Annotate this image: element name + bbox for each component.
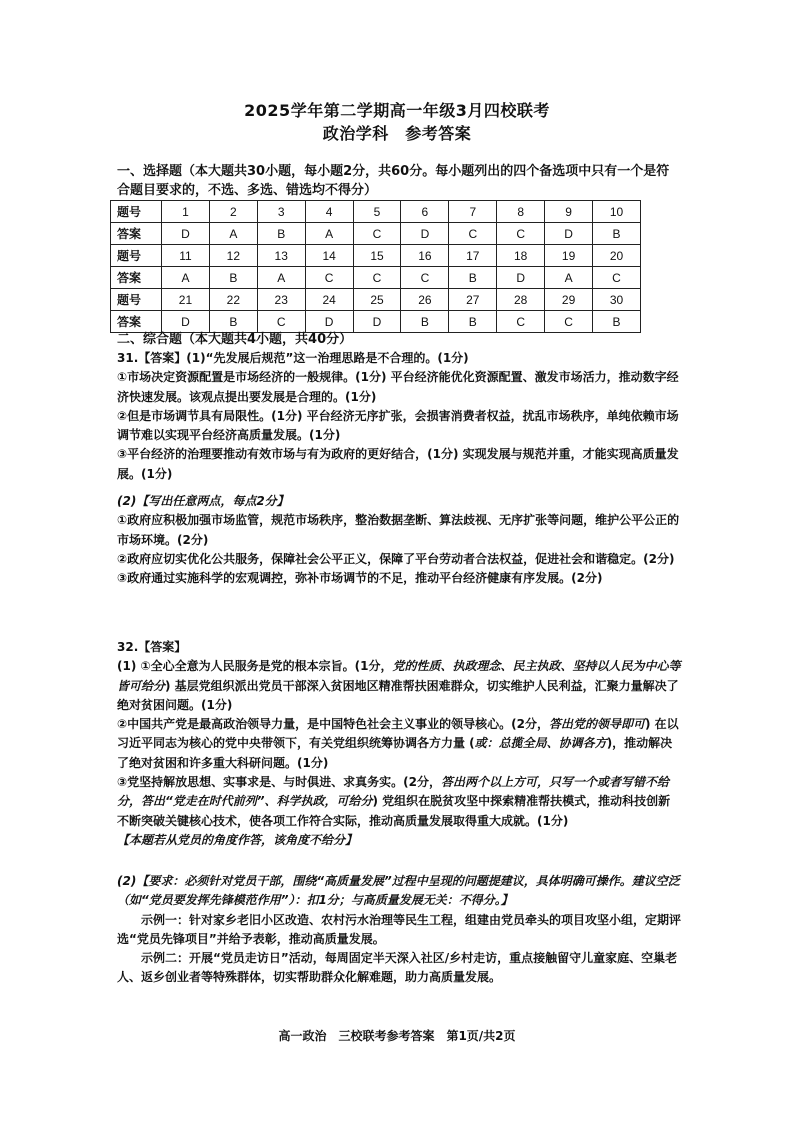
answer-table [110,200,641,333]
q32-p2-note: 答出党的领导即可 [549,717,646,732]
answer-cell: C [353,223,401,245]
answer-cell: C [449,223,497,245]
answer-cell: C [305,267,353,289]
question-number-cell: 10 [593,201,641,223]
q31-part2-point-3: ③政府通过实施科学的宏观调控，弥补市场调节的不足，推动平台经济健康有序发展。(2分) [117,571,603,586]
question-number-cell: 8 [497,201,545,223]
question-number-cell: 2 [209,201,257,223]
q32-p3-text-c: ) 党组织在脱贫攻坚中探索精准帮扶模式，推动科技创新不断突破关键核心技术，使各项工作符合实际，推动高质量发展取得重大成就。(1分) [117,794,671,828]
page-footer: 高一政治 三校联考参考答案 第1页/共2页 [278,1029,516,1043]
answer-cell: D [545,223,593,245]
q32-block [117,638,682,850]
question-number-cell: 24 [305,289,353,311]
q31-block [117,349,682,484]
row-label-answer: 答案 [111,223,162,245]
question-number-cell: 23 [257,289,305,311]
answer-row [111,267,641,289]
q32-p1-text-a: (1) ①全心全意为人民服务是党的根本宗旨。(1分， [117,659,393,674]
q32-p2-note-2: 或：总揽全局、协调各方 [474,736,607,751]
answer-cell: A [209,223,257,245]
answer-cell: C [593,267,641,289]
q32-p2-text-e: )，推动解决了绝对贫困和许多重大科研问题。(1分) [117,736,673,770]
q32-p3-note: 答出两个以上方可，只写一个或者写错不给分，答出“党走在时代前列”、科学执政，可给分 [117,775,670,809]
question-number-cell: 25 [353,289,401,311]
answer-row [111,223,641,245]
question-number-cell: 28 [497,289,545,311]
answer-cell: A [257,267,305,289]
question-number-cell: 11 [162,245,210,267]
q32-p1-text-c: ) 基层党组织派出党员干部深入贫困地区精准帮扶困难群众，切实维护人民利益，汇聚力量解决了绝对贫困问题。(1分) [117,678,679,712]
question-number-cell: 6 [401,201,449,223]
question-number-cell: 18 [497,245,545,267]
question-number-cell: 21 [162,289,210,311]
question-number-row [111,245,641,267]
q32-part2-requirement: (2)【要求：必须针对党员干部，围绕“高质量发展”过程中呈现的问题提建议，具体明确可操作。建议空泛（如“党员要发挥先锋模范作用”）：扣1分；与高质量发展无关：不得分。】 [117,874,680,908]
answer-cell: D [162,311,210,333]
answer-cell: A [162,267,210,289]
answer-cell: D [305,311,353,333]
answer-cell: B [257,223,305,245]
q31-part2-head: (2)【写出任意两点，每点2分】 [117,494,289,508]
question-number-cell: 1 [162,201,210,223]
answer-cell: D [497,267,545,289]
q32-p2-text-c: ) 在以习近平同志为核心的党中央带领下，有关党组织统筹协调各方力量 ( [117,717,679,751]
page-subtitle: 政治学科 参考答案 [322,124,472,143]
answer-cell: B [209,267,257,289]
answer-cell: B [209,311,257,333]
section2-heading: 二、综合题（本大题共4小题，共40分） [117,332,353,347]
q31-part2-block [117,492,682,588]
section1-heading: 一、选择题（本大题共30小题，每小题2分，共60分。每小题列出的四个备选项中只有一个是符合题目要求的，不选、多选、错选均不得分） [117,164,670,198]
answer-cell: D [353,311,401,333]
answer-cell: B [593,311,641,333]
q31-point-2: ②但是市场调节具有局限性。(1分) 平台经济无序扩张，会损害消费者权益，扰乱市场秩序，单纯依赖市场调节难以实现平台经济高质量发展。(1分) [117,408,679,443]
question-number-row [111,289,641,311]
q32-example-1: 示例一：针对家乡老旧小区改造、农村污水治理等民生工程，组建由党员牵头的项目攻坚小组，定期评选“党员先锋项目”并给予表彰，推动高质量发展。 [117,912,682,946]
answer-cell: C [401,267,449,289]
answer-cell: C [353,267,401,289]
q31-part2-point-1: ①政府应积极加强市场监管，规范市场秩序，整治数据垄断、算法歧视、无序扩张等问题，维护公平公正的市场环境。(2分) [117,513,680,547]
answer-cell: B [593,223,641,245]
question-number-cell: 19 [545,245,593,267]
answer-cell: C [257,311,305,333]
answer-cell: C [497,311,545,333]
question-number-row [111,201,641,223]
answer-cell: A [545,267,593,289]
question-number-cell: 15 [353,245,401,267]
q32-point-1 [117,657,682,715]
q32-head: 32.【答案】 [117,640,187,654]
question-number-cell: 16 [401,245,449,267]
question-number-cell: 20 [593,245,641,267]
q31-part2-point-2: ②政府应切实优化公共服务，保障社会公平正义，保障了平台劳动者合法权益，促进社会和谐稳定。(2分) [117,551,675,566]
q31-head: 31.【答案】(1)“先发展后规范”这一治理思路是不合理的。(1分) [117,351,469,365]
q31-point-1: ①市场决定资源配置是市场经济的一般规律。(1分) 平台经济能优化资源配置、激发市场活力，推动数字经济快速发展。该观点提出要发展是合理的。(1分) [117,370,679,404]
answer-cell: C [545,311,593,333]
question-number-cell: 3 [257,201,305,223]
answer-cell: B [449,311,497,333]
question-number-cell: 14 [305,245,353,267]
question-number-cell: 29 [545,289,593,311]
question-number-cell: 9 [545,201,593,223]
question-number-cell: 22 [209,289,257,311]
question-number-cell: 27 [449,289,497,311]
question-number-cell: 17 [449,245,497,267]
answer-cell: D [162,223,210,245]
question-number-cell: 30 [593,289,641,311]
question-number-cell: 26 [401,289,449,311]
q32-example-2: 示例二：开展“党员走访日”活动，每周固定半天深入社区/乡村走访，重点接触留守儿童家庭、空巢老人、返乡创业者等特殊群体，切实帮助群众化解难题，助力高质量发展。 [117,951,678,985]
q31-point-3: ③平台经济的治理要推动有效市场与有为政府的更好结合，(1分) 实现发展与规范并重，才能实现高质量发展。(1分) [117,447,679,481]
question-number-cell: 5 [353,201,401,223]
q32-p2-text-a: ②中国共产党是最高政治领导力量，是中国特色社会主义事业的领导核心。(2分， [117,717,549,732]
question-number-cell: 13 [257,245,305,267]
q32-p1-note: 党的性质、执政理念、民主执政、坚持以人民为中心等皆可给分 [117,659,681,693]
q32-part2-block [117,872,682,988]
answer-cell: D [401,223,449,245]
row-label-answer: 答案 [111,311,162,333]
page-title: 2025学年第二学期高一年级3月四校联考 [244,101,550,120]
q32-point-3 [117,773,682,831]
question-number-cell: 7 [449,201,497,223]
q32-point-2 [117,715,682,773]
answer-cell: B [449,267,497,289]
q32-note: 【本题若从党员的角度作答，该角度不给分】 [117,832,358,847]
answer-cell: A [305,223,353,245]
question-number-cell: 4 [305,201,353,223]
q32-p3-text-a: ③党坚持解放思想、实事求是、与时俱进、求真务实。(2分， [117,775,441,790]
row-label-question: 题号 [111,201,162,223]
row-label-question: 题号 [111,245,162,267]
question-number-cell: 12 [209,245,257,267]
answer-cell: B [401,311,449,333]
row-label-question: 题号 [111,289,162,311]
answer-cell: C [497,223,545,245]
row-label-answer: 答案 [111,267,162,289]
